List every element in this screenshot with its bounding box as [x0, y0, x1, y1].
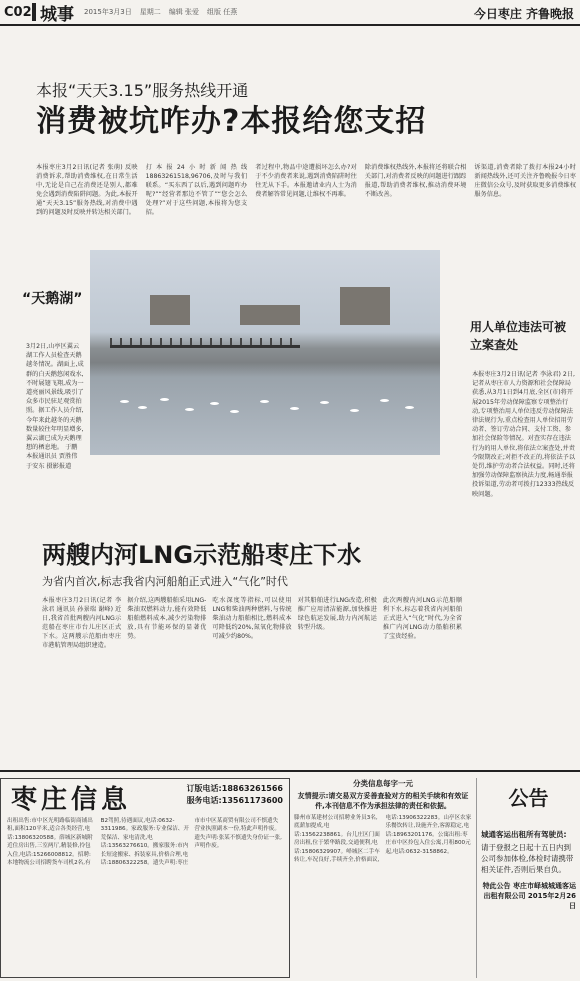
- photo-swan: [185, 408, 194, 411]
- classifieds-listings: 滕州市某建材公司招聘业务员3名,底薪加提成,电话:13562238861。台儿庄区门面房出租,位于繁华路段,交通便利,电话:15806329907。峄城区二手车转让,车况良好,手续齐全,价格面议,电话:13906322283。山亭区农家乐餐饮转让,设施齐全,客源稳定,电话:18963201176。公寓出租:枣庄市中区拎包入住公寓,月租800元起,电话:0632-3158862。: [294, 815, 472, 864]
- photo-swan: [290, 407, 299, 410]
- public-notice: [476, 778, 576, 978]
- lng-story-column: 此次两艘内河LNG示范船顺利下水,标志着我省内河船舶正式进入“气化”时代,为全省推广内河LNG动力船舶积累了宝贵经验。: [382, 597, 463, 640]
- side-story-headline: 用人单位违法可被立案查处: [470, 320, 567, 352]
- photo-building: [240, 305, 300, 325]
- notice-title: 公告: [508, 786, 549, 810]
- notice-recipient: 城通客运出租所有驾驶员:: [481, 830, 567, 839]
- notice-signature: 特此公告 枣庄市峄城城通客运出租有限公司 2015年2月26日: [482, 882, 576, 910]
- classifieds-header: 分类信息每字一元: [353, 779, 413, 788]
- photo-swan: [260, 400, 269, 403]
- main-story-column: 除消费维权热线外,本报将还将联合相关部门,对消费者反映的问题进行跟踪报道,帮助消费者维权,推动消费环境不断改善。: [364, 164, 467, 198]
- section-marker: [32, 3, 36, 21]
- classifieds-box: [294, 778, 472, 978]
- section-title: 城事: [40, 4, 74, 25]
- newspaper-masthead: 今日枣庄 齐鲁晚报: [473, 7, 574, 21]
- photo-swan: [320, 401, 329, 404]
- ads-booking-phone: 订版电话:18863261566: [186, 784, 283, 793]
- page-header: [0, 0, 580, 26]
- photo-swan: [230, 410, 239, 413]
- section-divider: [0, 770, 580, 772]
- main-story-body: [36, 163, 576, 231]
- main-story-subhead: 本报“天天3.15”服务热线开通: [36, 81, 249, 100]
- classified-ads-box: [0, 778, 290, 978]
- photo-swan: [350, 409, 359, 412]
- dateline: [84, 7, 237, 17]
- notice-body: 请于登报之日起十五日内到公司参加体检,体检时请携带相关证件,否则后果自负。: [481, 843, 574, 874]
- photo-building: [150, 295, 190, 325]
- lng-story-column: 本报枣庄3月2日讯(记者 李泳君 通讯员 孙景瑞 谢峰) 近日,我省首批两艘内河LNG示范船在枣庄市台儿庄区正式下水。这两艘示范船由枣庄市港航管理局组织建造。: [42, 597, 122, 649]
- lng-story-column: 对其船舶进行LNG改造,积极推广应用清洁能源,加快推进绿色航运发展,助力内河航运转型升级。: [297, 597, 377, 631]
- main-story-headline: 消费被坑咋办?本报给您支招: [36, 104, 427, 139]
- main-story-column: 打本报24小时新闻热线18863261518,96706,及时与我们联系。“买东西了以后,遇到问题咋办呢?”“经营者那边不管了”“您会怎么处理?”对于这些问题,本报将为您支招。: [145, 164, 248, 216]
- photo-swan: [405, 406, 414, 409]
- photo-feature-title: “天鹅湖”: [22, 291, 83, 307]
- photo-swan: [120, 400, 129, 403]
- ads-service-phone: 服务电话:13561173600: [186, 796, 283, 805]
- main-story-column: 诉渠道,消费者除了拨打本报24小时新闻热线外,还可关注齐鲁晚报今日枣庄微信公众号,及时获取更多消费维权服务信息。: [474, 164, 576, 198]
- photo-feature-caption: 3月2日,山亭区翼云湖工作人员检查天鹅越冬情况。湖面上,成群的白天鹅悠闲戏水,不时展翅飞翔,成为一道亮丽风景线,吸引了众多市民驻足观赏拍照。据工作人员介绍,今年来此越冬的天鹅数量较往年明显增多,翼云湖已成为天鹅理想的栖息地。 于鹏 本报通讯员 贾胜伟 于安东 摄影报道: [26, 343, 84, 470]
- classifieds-tip: 友情提示:请交易双方妥善查验对方的相关手续和有效证件,本刊信息不作为承担法律的责任和依据。: [297, 792, 469, 810]
- lng-story-body: [42, 596, 462, 756]
- main-story-column: 者过程中,物品中途遭损坏怎么办?对于不少消费者来说,遇到消费陷阱时往往无从下手。本报邀请业内人士为消费者解答常见问题,让维权不再难。: [255, 164, 357, 198]
- ads-phones: [187, 783, 283, 807]
- ads-listings: 出租出售:市中区光明路临街商铺出租,面积120平米,适合各类经营,电话:13806320588。薛城区新城附近住房出售,三室两厅,精装修,拎包入住,电话:15266008812。招聘:本地物流公司招聘货车司机2名,有B2驾照,待遇面议,电话:0632-3311986。家政服务:专业保洁、开荒保洁、家电清洗,电话:13563276610。搬家服务:市内长短途搬家、拆装家具,价格合理,电话:18806322258。遗失声明:枣庄市市中区某商贸有限公司不慎遗失营业执照副本一份,特此声明作废。遗失声明:张某不慎遗失身份证一张,声明作废。: [7, 818, 282, 867]
- lng-story-subhead: 为省内首次,标志我省内河船舶正式进入“气化”时代: [42, 575, 288, 588]
- designer-credit: 组版 任燕: [206, 8, 238, 16]
- lng-story-column: 吃水深度等指标,可以使用LNG和柴油两种燃料,与传统柴油动力船舶相比,燃料成本可降低约20%,氮氧化物排放可减少约80%。: [212, 597, 292, 640]
- editor-credit: 编辑 张爱: [168, 8, 199, 16]
- photo-bridge: [110, 338, 300, 348]
- photo-swan: [380, 399, 389, 402]
- issue-weekday: 星期二: [139, 8, 161, 16]
- photo-swan: [210, 402, 219, 405]
- main-story-column: 本报枣庄3月2日讯(记者 张萌) 反映消费诉求,帮助消费维权,在日常生活中,无论是自己在消费还是别人,都难免会遇到消费陷阱问题。为此,本报开通“天天3.15”服务热线,对消费中遇到的问题及时反映并转达相关部门。: [36, 164, 138, 216]
- photo-swan: [160, 398, 169, 401]
- page-number: C02: [4, 4, 32, 20]
- lng-story-headline: 两艘内河LNG示范船枣庄下水: [42, 541, 362, 569]
- ads-title: 枣庄信息: [11, 785, 132, 815]
- side-story-body: 本报枣庄3月2日讯(记者 李泳君) 2日,记者从枣庄市人力资源和社会保障局获悉,从3月1日到4月底,全区(市)将开展2015年劳动保障监察专项整治行动,专项整治用人单位违反劳动保障法律法规行为,重点检查用人单位招用劳动者、签订劳动合同、支付工资、参加社会保险等情况。对查实存在违法行为的用人单位,将依法立案查处,并责令限期改正;对拒不改正的,将依法予以处罚,维护劳动者合法权益。同时,还将加强劳动保障监察执法力度,畅通举报投诉渠道,劳动者可拨打12333热线反映问题。: [472, 371, 576, 498]
- lng-story-column: 据介绍,这两艘船舶采用LNG-柴油双燃料动力,能有效降低船舶燃料成本,减少污染物排放,具有节能环保的显著优势。: [127, 597, 207, 640]
- issue-date: 2015年3月3日: [84, 8, 132, 16]
- swan-lake-photo: [90, 250, 440, 455]
- photo-swan: [138, 406, 147, 409]
- photo-building: [340, 287, 390, 325]
